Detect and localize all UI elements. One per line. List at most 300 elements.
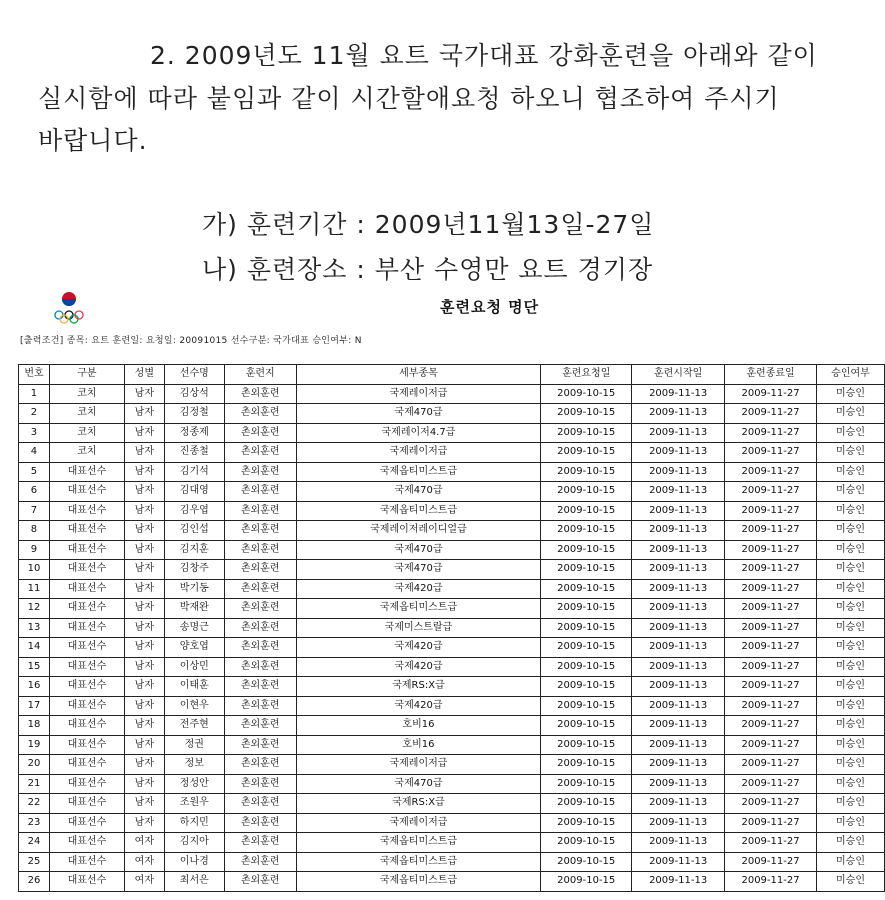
cell-end-date: 2009-11-27: [725, 872, 817, 892]
column-header-gender: 성별: [124, 365, 164, 385]
cell-site: 촌외훈련: [224, 462, 296, 482]
cell-name: 이현우: [164, 696, 224, 716]
table-row: [19, 540, 885, 560]
cell-category: 대표선수: [49, 794, 124, 814]
cell-name: 박기동: [164, 579, 224, 599]
cell-request-date: 2009-10-15: [541, 657, 632, 677]
cell-no: 12: [19, 599, 50, 619]
cell-gender: 남자: [124, 755, 164, 775]
cell-gender: 남자: [124, 716, 164, 736]
cell-approval: 미승인: [816, 443, 884, 463]
cell-event: 국제420급: [296, 696, 541, 716]
cell-event: 국제470급: [296, 560, 541, 580]
table-body: [19, 384, 885, 891]
cell-end-date: 2009-11-27: [725, 618, 817, 638]
cell-approval: 미승인: [816, 872, 884, 892]
cell-end-date: 2009-11-27: [725, 774, 817, 794]
table-row: [19, 521, 885, 541]
cell-no: 2: [19, 404, 50, 424]
cell-request-date: 2009-10-15: [541, 599, 632, 619]
cell-gender: 남자: [124, 579, 164, 599]
table-row: [19, 482, 885, 502]
cell-site: 촌외훈련: [224, 521, 296, 541]
cell-event: 국제420급: [296, 579, 541, 599]
cell-start-date: 2009-11-13: [632, 852, 725, 872]
cell-category: 대표선수: [49, 482, 124, 502]
list-title: 훈련요청 명단: [440, 298, 540, 316]
cell-category: 대표선수: [49, 852, 124, 872]
cell-category: 코치: [49, 384, 124, 404]
cell-name: 정보: [164, 755, 224, 775]
cell-site: 촌외훈련: [224, 599, 296, 619]
cell-start-date: 2009-11-13: [632, 501, 725, 521]
cell-no: 23: [19, 813, 50, 833]
cell-site: 촌외훈련: [224, 677, 296, 697]
cell-gender: 남자: [124, 560, 164, 580]
cell-no: 14: [19, 638, 50, 658]
cell-approval: 미승인: [816, 813, 884, 833]
cell-request-date: 2009-10-15: [541, 618, 632, 638]
cell-end-date: 2009-11-27: [725, 540, 817, 560]
cell-request-date: 2009-10-15: [541, 813, 632, 833]
cell-request-date: 2009-10-15: [541, 560, 632, 580]
cell-category: 대표선수: [49, 579, 124, 599]
table-row: [19, 696, 885, 716]
cell-approval: 미승인: [816, 852, 884, 872]
table-row: [19, 794, 885, 814]
cell-start-date: 2009-11-13: [632, 755, 725, 775]
cell-approval: 미승인: [816, 735, 884, 755]
cell-name: 정권: [164, 735, 224, 755]
cell-name: 정성안: [164, 774, 224, 794]
cell-name: 김정철: [164, 404, 224, 424]
cell-name: 김상석: [164, 384, 224, 404]
training-location-item: 나) 훈련장소 : 부산 수영만 요트 경기장: [202, 255, 654, 284]
cell-gender: 남자: [124, 599, 164, 619]
table-row: [19, 774, 885, 794]
column-header-end-date: 훈련종료일: [725, 365, 817, 385]
cell-end-date: 2009-11-27: [725, 755, 817, 775]
paragraph-line-2: 실시함에 따라 붙임과 같이 시간할애요청 하오니 협조하여 주시기: [38, 84, 780, 113]
cell-start-date: 2009-11-13: [632, 638, 725, 658]
cell-no: 15: [19, 657, 50, 677]
cell-category: 대표선수: [49, 521, 124, 541]
cell-name: 김지훈: [164, 540, 224, 560]
table-row: [19, 852, 885, 872]
table-header-row: [19, 365, 885, 385]
cell-name: 김대영: [164, 482, 224, 502]
cell-start-date: 2009-11-13: [632, 696, 725, 716]
cell-site: 촌외훈련: [224, 813, 296, 833]
cell-approval: 미승인: [816, 599, 884, 619]
cell-site: 촌외훈련: [224, 423, 296, 443]
cell-category: 대표선수: [49, 638, 124, 658]
table-row: [19, 833, 885, 853]
table-row: [19, 443, 885, 463]
cell-category: 대표선수: [49, 774, 124, 794]
cell-name: 김기석: [164, 462, 224, 482]
cell-gender: 여자: [124, 833, 164, 853]
cell-end-date: 2009-11-27: [725, 716, 817, 736]
cell-approval: 미승인: [816, 579, 884, 599]
cell-end-date: 2009-11-27: [725, 462, 817, 482]
cell-name: 김지아: [164, 833, 224, 853]
cell-name: 김인섭: [164, 521, 224, 541]
cell-gender: 남자: [124, 774, 164, 794]
cell-end-date: 2009-11-27: [725, 794, 817, 814]
cell-site: 촌외훈련: [224, 404, 296, 424]
cell-end-date: 2009-11-27: [725, 599, 817, 619]
cell-gender: 남자: [124, 521, 164, 541]
cell-end-date: 2009-11-27: [725, 696, 817, 716]
cell-start-date: 2009-11-13: [632, 423, 725, 443]
cell-event: 국제470급: [296, 540, 541, 560]
cell-approval: 미승인: [816, 618, 884, 638]
cell-approval: 미승인: [816, 677, 884, 697]
cell-approval: 미승인: [816, 560, 884, 580]
cell-category: 코치: [49, 404, 124, 424]
training-period-item: 가) 훈련기간 : 2009년11월13일-27일: [202, 210, 655, 239]
cell-end-date: 2009-11-27: [725, 833, 817, 853]
cell-request-date: 2009-10-15: [541, 638, 632, 658]
cell-start-date: 2009-11-13: [632, 833, 725, 853]
cell-approval: 미승인: [816, 696, 884, 716]
cell-site: 촌외훈련: [224, 501, 296, 521]
cell-start-date: 2009-11-13: [632, 560, 725, 580]
cell-site: 촌외훈련: [224, 638, 296, 658]
cell-gender: 남자: [124, 677, 164, 697]
cell-name: 이태훈: [164, 677, 224, 697]
cell-site: 촌외훈련: [224, 833, 296, 853]
cell-start-date: 2009-11-13: [632, 716, 725, 736]
output-criteria: [출력조건] 종목: 요트 훈련일: 요청일: 20091015 선수구분: 국가대표 승인여부: N: [20, 336, 362, 346]
cell-end-date: 2009-11-27: [725, 677, 817, 697]
table-row: [19, 404, 885, 424]
cell-gender: 남자: [124, 423, 164, 443]
cell-event: 국제옵티미스트급: [296, 599, 541, 619]
cell-request-date: 2009-10-15: [541, 521, 632, 541]
cell-event: 국제RS:X급: [296, 794, 541, 814]
cell-event: 국제미스트랄급: [296, 618, 541, 638]
cell-request-date: 2009-10-15: [541, 794, 632, 814]
cell-gender: 남자: [124, 813, 164, 833]
table-row: [19, 560, 885, 580]
cell-start-date: 2009-11-13: [632, 735, 725, 755]
cell-site: 촌외훈련: [224, 657, 296, 677]
cell-name: 양호엽: [164, 638, 224, 658]
cell-start-date: 2009-11-13: [632, 599, 725, 619]
cell-end-date: 2009-11-27: [725, 423, 817, 443]
cell-request-date: 2009-10-15: [541, 501, 632, 521]
cell-event: 국제옵티미스트급: [296, 462, 541, 482]
cell-gender: 남자: [124, 657, 164, 677]
cell-event: 국제470급: [296, 774, 541, 794]
cell-gender: 남자: [124, 638, 164, 658]
cell-approval: 미승인: [816, 774, 884, 794]
cell-category: 대표선수: [49, 462, 124, 482]
cell-approval: 미승인: [816, 657, 884, 677]
cell-end-date: 2009-11-27: [725, 735, 817, 755]
cell-request-date: 2009-10-15: [541, 774, 632, 794]
cell-start-date: 2009-11-13: [632, 521, 725, 541]
cell-start-date: 2009-11-13: [632, 677, 725, 697]
cell-event: 국제옵티미스트급: [296, 872, 541, 892]
cell-end-date: 2009-11-27: [725, 384, 817, 404]
cell-site: 촌외훈련: [224, 872, 296, 892]
cell-approval: 미승인: [816, 638, 884, 658]
table-row: [19, 384, 885, 404]
cell-name: 하지민: [164, 813, 224, 833]
cell-name: 진종철: [164, 443, 224, 463]
cell-site: 촌외훈련: [224, 384, 296, 404]
cell-category: 대표선수: [49, 696, 124, 716]
cell-category: 대표선수: [49, 501, 124, 521]
cell-gender: 남자: [124, 404, 164, 424]
cell-event: 국제420급: [296, 657, 541, 677]
cell-no: 6: [19, 482, 50, 502]
cell-name: 전주현: [164, 716, 224, 736]
cell-no: 3: [19, 423, 50, 443]
cell-gender: 남자: [124, 443, 164, 463]
cell-no: 9: [19, 540, 50, 560]
cell-site: 촌외훈련: [224, 579, 296, 599]
cell-category: 대표선수: [49, 677, 124, 697]
cell-event: 국제420급: [296, 638, 541, 658]
cell-event: 국제옵티미스트급: [296, 501, 541, 521]
cell-start-date: 2009-11-13: [632, 540, 725, 560]
cell-site: 촌외훈련: [224, 618, 296, 638]
cell-no: 8: [19, 521, 50, 541]
cell-event: 국제RS:X급: [296, 677, 541, 697]
cell-gender: 남자: [124, 735, 164, 755]
training-request-table: [18, 364, 885, 892]
cell-no: 26: [19, 872, 50, 892]
cell-event: 국제470급: [296, 404, 541, 424]
cell-no: 5: [19, 462, 50, 482]
cell-end-date: 2009-11-27: [725, 404, 817, 424]
column-header-name: 선수명: [164, 365, 224, 385]
cell-approval: 미승인: [816, 404, 884, 424]
cell-start-date: 2009-11-13: [632, 813, 725, 833]
cell-category: 대표선수: [49, 755, 124, 775]
cell-site: 촌외훈련: [224, 716, 296, 736]
cell-approval: 미승인: [816, 384, 884, 404]
cell-end-date: 2009-11-27: [725, 852, 817, 872]
cell-start-date: 2009-11-13: [632, 872, 725, 892]
table-row: [19, 638, 885, 658]
cell-approval: 미승인: [816, 794, 884, 814]
cell-no: 18: [19, 716, 50, 736]
cell-event: 국제레이저4.7급: [296, 423, 541, 443]
cell-start-date: 2009-11-13: [632, 618, 725, 638]
cell-request-date: 2009-10-15: [541, 852, 632, 872]
cell-start-date: 2009-11-13: [632, 404, 725, 424]
cell-end-date: 2009-11-27: [725, 638, 817, 658]
cell-category: 대표선수: [49, 872, 124, 892]
column-header-site: 훈련지: [224, 365, 296, 385]
cell-request-date: 2009-10-15: [541, 579, 632, 599]
cell-name: 이나경: [164, 852, 224, 872]
cell-event: 호비16: [296, 735, 541, 755]
cell-end-date: 2009-11-27: [725, 482, 817, 502]
cell-site: 촌외훈련: [224, 852, 296, 872]
cell-start-date: 2009-11-13: [632, 443, 725, 463]
cell-end-date: 2009-11-27: [725, 501, 817, 521]
cell-no: 17: [19, 696, 50, 716]
cell-gender: 남자: [124, 696, 164, 716]
cell-request-date: 2009-10-15: [541, 696, 632, 716]
table-row: [19, 872, 885, 892]
cell-gender: 남자: [124, 462, 164, 482]
cell-event: 국제레이저급: [296, 813, 541, 833]
table-row: [19, 813, 885, 833]
cell-gender: 남자: [124, 501, 164, 521]
cell-category: 대표선수: [49, 560, 124, 580]
cell-no: 19: [19, 735, 50, 755]
cell-name: 박재완: [164, 599, 224, 619]
cell-event: 호비16: [296, 716, 541, 736]
cell-request-date: 2009-10-15: [541, 677, 632, 697]
cell-gender: 남자: [124, 384, 164, 404]
table-row: [19, 462, 885, 482]
cell-site: 촌외훈련: [224, 774, 296, 794]
cell-name: 조원우: [164, 794, 224, 814]
cell-name: 송명근: [164, 618, 224, 638]
table-row: [19, 677, 885, 697]
cell-request-date: 2009-10-15: [541, 755, 632, 775]
cell-no: 11: [19, 579, 50, 599]
cell-request-date: 2009-10-15: [541, 404, 632, 424]
cell-end-date: 2009-11-27: [725, 560, 817, 580]
cell-end-date: 2009-11-27: [725, 813, 817, 833]
cell-event: 국제레이저급: [296, 755, 541, 775]
cell-no: 13: [19, 618, 50, 638]
cell-site: 촌외훈련: [224, 482, 296, 502]
cell-gender: 남자: [124, 794, 164, 814]
cell-category: 대표선수: [49, 833, 124, 853]
cell-start-date: 2009-11-13: [632, 462, 725, 482]
cell-event: 국제레이저레이디얼급: [296, 521, 541, 541]
cell-gender: 여자: [124, 852, 164, 872]
table-row: [19, 657, 885, 677]
cell-no: 22: [19, 794, 50, 814]
column-header-approval: 승인여부: [816, 365, 884, 385]
cell-start-date: 2009-11-13: [632, 794, 725, 814]
cell-approval: 미승인: [816, 501, 884, 521]
cell-no: 4: [19, 443, 50, 463]
cell-request-date: 2009-10-15: [541, 423, 632, 443]
cell-approval: 미승인: [816, 540, 884, 560]
cell-site: 촌외훈련: [224, 540, 296, 560]
cell-no: 20: [19, 755, 50, 775]
cell-approval: 미승인: [816, 716, 884, 736]
column-header-event: 세부종목: [296, 365, 541, 385]
cell-request-date: 2009-10-15: [541, 540, 632, 560]
cell-category: 대표선수: [49, 657, 124, 677]
table-row: [19, 716, 885, 736]
cell-request-date: 2009-10-15: [541, 462, 632, 482]
cell-gender: 남자: [124, 540, 164, 560]
cell-name: 김우엽: [164, 501, 224, 521]
cell-name: 정종제: [164, 423, 224, 443]
table-row: [19, 735, 885, 755]
cell-request-date: 2009-10-15: [541, 443, 632, 463]
table-row: [19, 423, 885, 443]
cell-approval: 미승인: [816, 482, 884, 502]
cell-event: 국제470급: [296, 482, 541, 502]
cell-request-date: 2009-10-15: [541, 735, 632, 755]
cell-no: 1: [19, 384, 50, 404]
column-header-request-date: 훈련요청일: [541, 365, 632, 385]
cell-name: 이상민: [164, 657, 224, 677]
cell-site: 촌외훈련: [224, 560, 296, 580]
table-row: [19, 501, 885, 521]
cell-event: 국제레이저급: [296, 384, 541, 404]
cell-category: 대표선수: [49, 813, 124, 833]
cell-no: 21: [19, 774, 50, 794]
cell-end-date: 2009-11-27: [725, 521, 817, 541]
cell-request-date: 2009-10-15: [541, 482, 632, 502]
cell-category: 대표선수: [49, 618, 124, 638]
cell-approval: 미승인: [816, 521, 884, 541]
column-header-no: 번호: [19, 365, 50, 385]
cell-gender: 남자: [124, 482, 164, 502]
cell-category: 대표선수: [49, 716, 124, 736]
cell-category: 대표선수: [49, 599, 124, 619]
cell-start-date: 2009-11-13: [632, 579, 725, 599]
cell-request-date: 2009-10-15: [541, 716, 632, 736]
cell-name: 김창주: [164, 560, 224, 580]
cell-name: 최서은: [164, 872, 224, 892]
cell-event: 국제레이저급: [296, 443, 541, 463]
cell-category: 코치: [49, 443, 124, 463]
cell-approval: 미승인: [816, 423, 884, 443]
cell-end-date: 2009-11-27: [725, 443, 817, 463]
cell-request-date: 2009-10-15: [541, 833, 632, 853]
cell-approval: 미승인: [816, 755, 884, 775]
cell-approval: 미승인: [816, 462, 884, 482]
cell-no: 25: [19, 852, 50, 872]
table-row: [19, 618, 885, 638]
cell-category: 대표선수: [49, 735, 124, 755]
cell-end-date: 2009-11-27: [725, 657, 817, 677]
cell-request-date: 2009-10-15: [541, 384, 632, 404]
cell-no: 24: [19, 833, 50, 853]
paragraph-line-3: 바랍니다.: [38, 126, 148, 155]
cell-no: 7: [19, 501, 50, 521]
cell-start-date: 2009-11-13: [632, 657, 725, 677]
cell-event: 국제옵티미스트급: [296, 852, 541, 872]
cell-no: 10: [19, 560, 50, 580]
cell-category: 코치: [49, 423, 124, 443]
cell-site: 촌외훈련: [224, 443, 296, 463]
cell-start-date: 2009-11-13: [632, 384, 725, 404]
table-row: [19, 755, 885, 775]
cell-no: 16: [19, 677, 50, 697]
cell-event: 국제옵티미스트급: [296, 833, 541, 853]
cell-site: 촌외훈련: [224, 735, 296, 755]
olympic-committee-logo-icon: [52, 290, 86, 326]
cell-start-date: 2009-11-13: [632, 774, 725, 794]
cell-gender: 남자: [124, 618, 164, 638]
cell-start-date: 2009-11-13: [632, 482, 725, 502]
cell-end-date: 2009-11-27: [725, 579, 817, 599]
table-row: [19, 579, 885, 599]
cell-gender: 여자: [124, 872, 164, 892]
paragraph-line-1: 2. 2009년도 11월 요트 국가대표 강화훈련을 아래와 같이: [150, 41, 818, 70]
cell-site: 촌외훈련: [224, 755, 296, 775]
cell-site: 촌외훈련: [224, 794, 296, 814]
